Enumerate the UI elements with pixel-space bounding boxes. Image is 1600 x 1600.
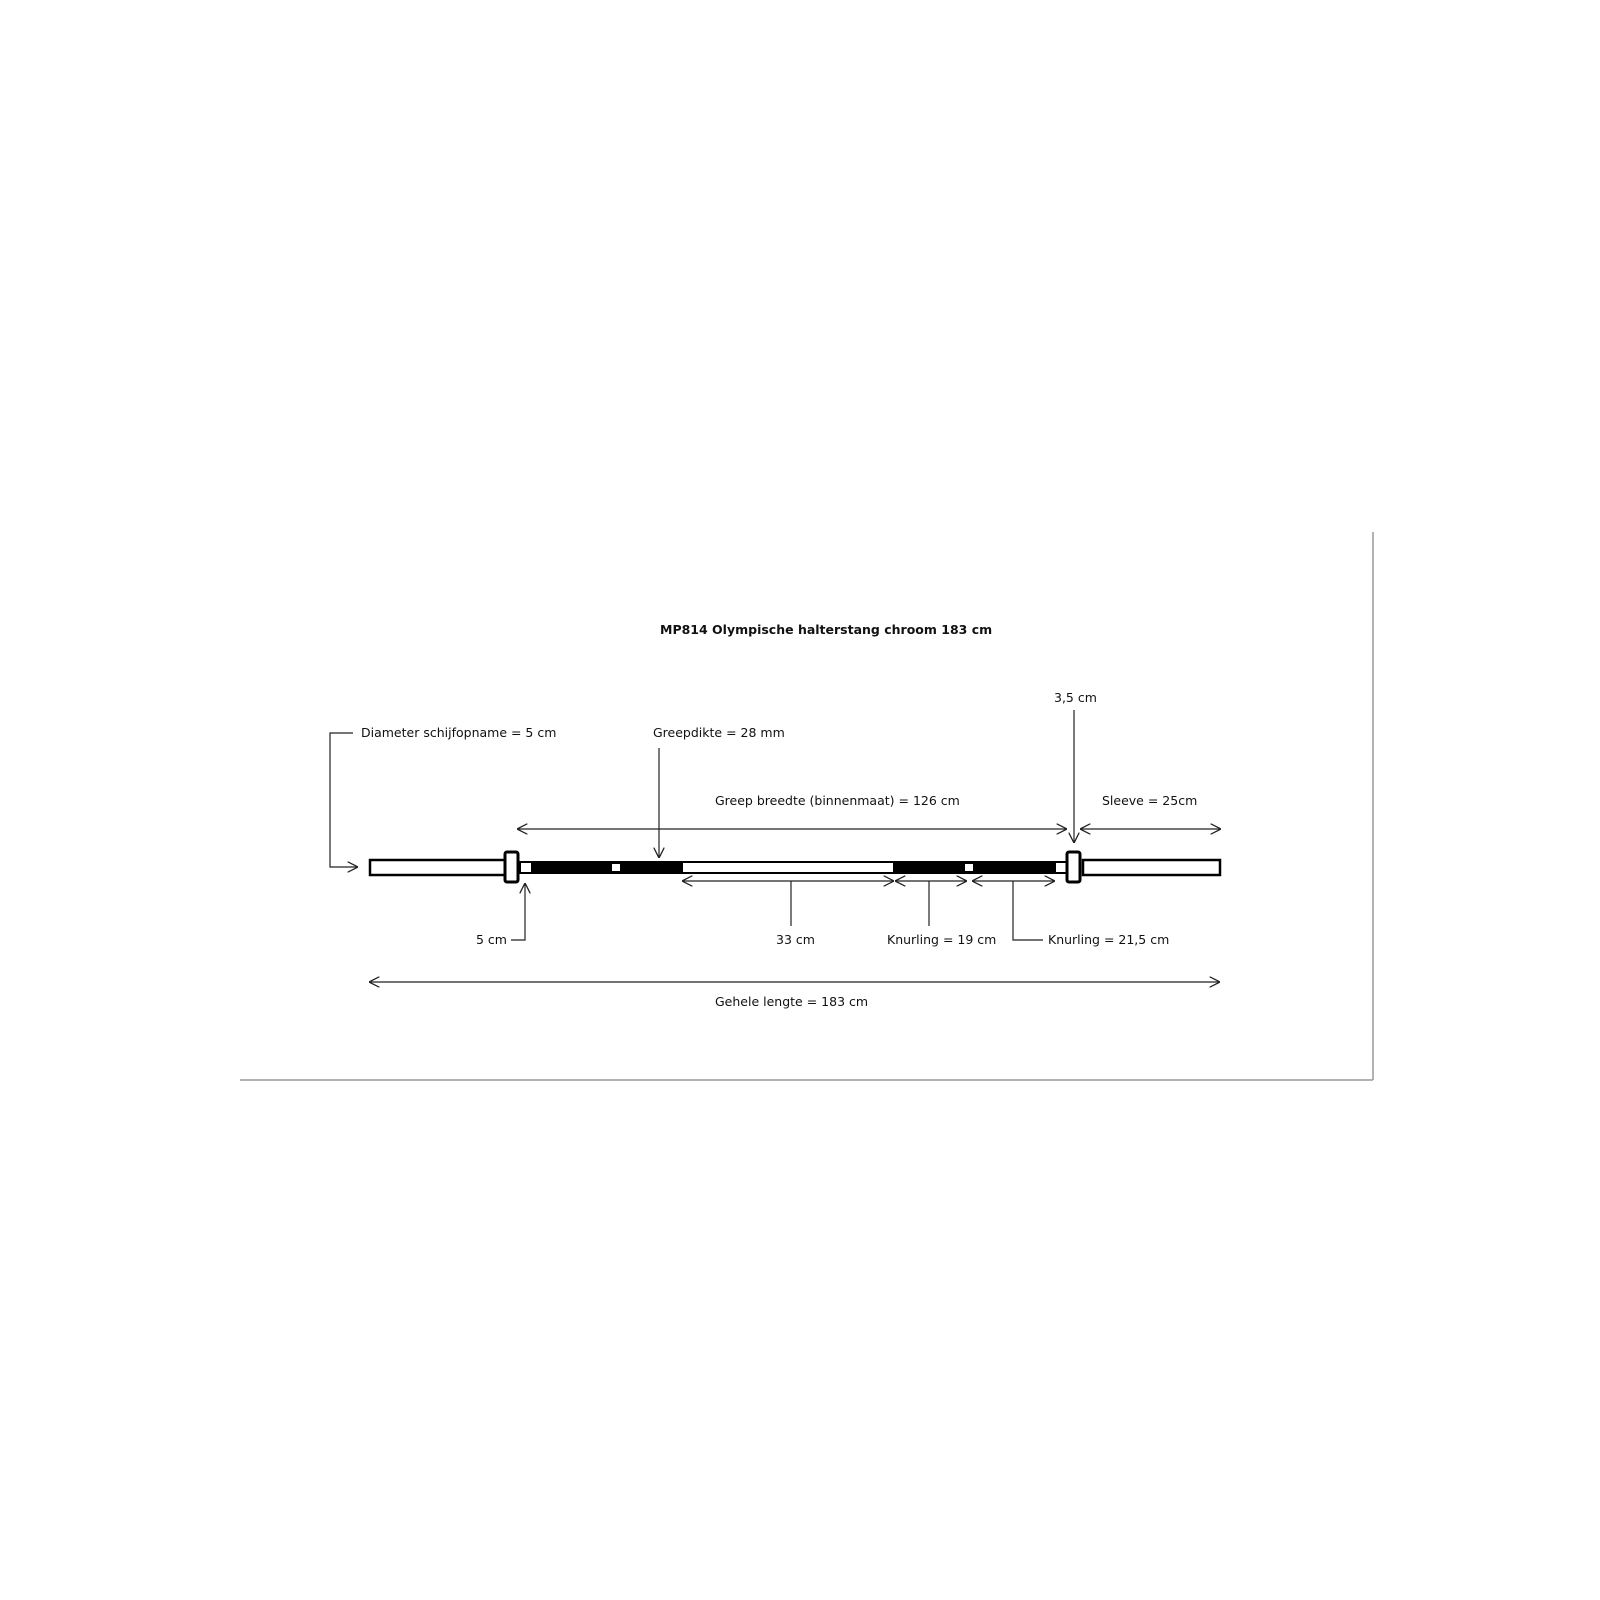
label-grip-width: Greep breedte (binnenmaat) = 126 cm bbox=[715, 793, 960, 808]
collar-5-leader bbox=[511, 884, 525, 940]
label-knurling-19: Knurling = 19 cm bbox=[887, 932, 997, 947]
label-total-length: Gehele lengte = 183 cm bbox=[715, 994, 869, 1009]
right-sleeve bbox=[1083, 860, 1220, 875]
label-sleeve: Sleeve = 25cm bbox=[1102, 793, 1198, 808]
label-collar-35: 3,5 cm bbox=[1054, 690, 1097, 705]
label-knurling-215: Knurling = 21,5 cm bbox=[1048, 932, 1170, 947]
label-grip-thickness: Greepdikte = 28 mm bbox=[653, 725, 785, 740]
left-collar bbox=[505, 852, 518, 882]
diameter-leader bbox=[330, 733, 357, 867]
left-sleeve bbox=[370, 860, 508, 875]
knurling-right bbox=[893, 862, 1056, 873]
knurl-mark-right bbox=[965, 864, 973, 871]
knurl-mark-left bbox=[612, 864, 620, 871]
right-collar bbox=[1067, 852, 1080, 882]
knurling-215-leader bbox=[1013, 881, 1043, 940]
diagram-title: MP814 Olympische halterstang chroom 183 cm bbox=[660, 622, 993, 637]
label-collar-5: 5 cm bbox=[476, 932, 507, 947]
label-center-33: 33 cm bbox=[776, 932, 815, 947]
label-diameter-sleeve: Diameter schijfopname = 5 cm bbox=[361, 725, 557, 740]
knurling-left bbox=[531, 862, 683, 873]
